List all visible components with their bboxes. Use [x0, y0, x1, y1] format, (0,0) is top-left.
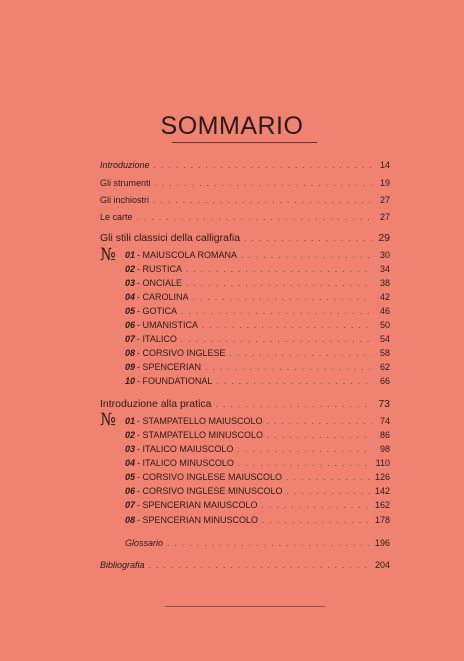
toc-number: 04: [125, 292, 136, 302]
toc-entry-style-05[interactable]: [125, 304, 390, 318]
toc-section-stili[interactable]: [100, 231, 390, 245]
toc-label: Glossario: [125, 538, 164, 548]
toc-page: 29: [378, 232, 390, 244]
dot-leader: [216, 398, 373, 412]
toc-label: - CORSIVO INGLESE MAIUSCOLO: [137, 472, 283, 482]
toc-label: - STAMPATELLO MINUSCOLO: [137, 430, 264, 440]
dot-leader: [153, 194, 372, 208]
dot-leader: [202, 319, 372, 333]
toc-number: 08: [125, 348, 136, 358]
dot-leader: [155, 177, 372, 191]
toc-entry-style-01[interactable]: [125, 248, 390, 262]
toc-label: Le carte: [100, 212, 133, 222]
toc-number: 06: [125, 320, 136, 330]
dot-leader: [237, 443, 372, 457]
dot-leader: [262, 514, 371, 528]
toc-number: 05: [125, 472, 136, 482]
toc-page: 196: [374, 538, 390, 548]
toc-label: - UMANISTICA: [137, 320, 199, 330]
toc-label: - MAIUSCOLA ROMANA: [137, 250, 238, 260]
dot-leader: [205, 361, 372, 375]
dot-leader: [186, 277, 372, 291]
toc-entry-practice-04[interactable]: [125, 456, 390, 470]
toc-entry-style-09[interactable]: [125, 360, 390, 374]
toc-page: 204: [374, 560, 390, 570]
dot-leader: [186, 263, 372, 277]
toc-entry-style-03[interactable]: [125, 276, 390, 290]
dot-leader: [241, 249, 372, 263]
toc-page: 162: [374, 500, 390, 510]
toc-label: Gli stili classici della calligrafia: [100, 232, 241, 244]
title-underline: [172, 142, 317, 143]
toc-number: 05: [125, 306, 136, 316]
toc-page: 38: [379, 278, 390, 288]
toc-label: Gli strumenti: [100, 178, 151, 188]
dot-leader: [286, 471, 371, 485]
toc-number: 03: [125, 444, 136, 454]
toc-page: 19: [379, 178, 390, 188]
toc-label: - ITALICO: [137, 334, 177, 344]
dot-leader: [262, 499, 371, 513]
toc-entry-introduzione[interactable]: [100, 158, 390, 172]
toc-entry-glossario[interactable]: [125, 536, 390, 550]
toc-entry-practice-08[interactable]: [125, 513, 390, 527]
page-title: SOMMARIO: [160, 112, 304, 140]
toc-entry-inchiostri[interactable]: [100, 193, 390, 207]
toc-entry-bibliografia[interactable]: [100, 558, 390, 572]
toc-number: 01: [125, 250, 136, 260]
dot-leader: [167, 537, 371, 551]
toc-number: 07: [125, 500, 136, 510]
toc-label: Gli inchiostri: [100, 195, 150, 205]
toc-page: 14: [379, 160, 390, 170]
toc-entry-strumenti[interactable]: [100, 176, 390, 190]
toc-entry-practice-05[interactable]: [125, 470, 390, 484]
toc-page: 27: [379, 195, 390, 205]
toc-label: - ITALICO MAIUSCOLO: [137, 444, 234, 454]
toc-number: 03: [125, 278, 136, 288]
toc-label: - RUSTICA: [137, 264, 183, 274]
numero-sign-icon: №: [100, 245, 117, 265]
toc-number: 07: [125, 334, 136, 344]
dot-leader: [149, 559, 371, 573]
toc-section-pratica[interactable]: [100, 397, 390, 411]
toc-label: - CAROLINA: [137, 292, 189, 302]
toc-entry-style-06[interactable]: [125, 318, 390, 332]
toc-number: 02: [125, 264, 136, 274]
dot-leader: [267, 415, 372, 429]
toc-entry-carte[interactable]: [100, 210, 390, 224]
toc-entry-practice-01[interactable]: [125, 414, 390, 428]
toc-label: - STAMPATELLO MAIUSCOLO: [137, 416, 263, 426]
dot-leader: [287, 485, 371, 499]
dot-leader: [216, 375, 372, 389]
toc-entry-practice-03[interactable]: [125, 442, 390, 456]
toc-label: - FOUNDATIONAL: [137, 376, 213, 386]
toc-entry-style-10[interactable]: [125, 374, 390, 388]
dot-leader: [154, 159, 372, 173]
toc-page: 62: [379, 362, 390, 372]
toc-number: 10: [125, 376, 136, 386]
toc-entry-style-04[interactable]: [125, 290, 390, 304]
toc-page: 74: [379, 416, 390, 426]
toc-page: 178: [374, 515, 390, 525]
toc-label: - GOTICA: [137, 306, 178, 316]
bottom-divider: [165, 606, 325, 607]
dot-leader: [267, 429, 372, 443]
dot-leader: [193, 291, 372, 305]
toc-entry-style-08[interactable]: [125, 346, 390, 360]
toc-number: 04: [125, 458, 136, 468]
dot-leader: [238, 457, 372, 471]
toc-label: - SPENCERIAN MINUSCOLO: [137, 515, 259, 525]
toc-page: 98: [379, 444, 390, 454]
toc-page: 66: [379, 376, 390, 386]
toc-number: 01: [125, 416, 136, 426]
toc-label: Introduzione alla pratica: [100, 398, 212, 410]
toc-entry-practice-06[interactable]: [125, 484, 390, 498]
toc-page: 27: [379, 212, 390, 222]
dot-leader: [137, 211, 372, 225]
toc-number: 09: [125, 362, 136, 372]
toc-label: - ONCIALE: [137, 278, 183, 288]
toc-entry-style-02[interactable]: [125, 262, 390, 276]
toc-page: 50: [379, 320, 390, 330]
dot-leader: [244, 232, 372, 246]
toc-number: 02: [125, 430, 136, 440]
dot-leader: [230, 347, 372, 361]
toc-label: Introduzione: [100, 160, 150, 170]
toc-page: 30: [379, 250, 390, 260]
toc-page: 34: [379, 264, 390, 274]
toc-label: - CORSIVO INGLESE: [137, 348, 226, 358]
toc-page: 73: [378, 398, 390, 410]
toc-label: Bibliografia: [100, 560, 145, 570]
toc-number: 08: [125, 515, 136, 525]
numero-sign-icon: №: [100, 410, 117, 430]
toc-entry-practice-02[interactable]: [125, 428, 390, 442]
dot-leader: [181, 305, 372, 319]
toc-page: 54: [379, 334, 390, 344]
toc-page: 58: [379, 348, 390, 358]
toc-page: 142: [374, 486, 390, 496]
toc-number: 06: [125, 486, 136, 496]
toc-label: - ITALICO MINUSCOLO: [137, 458, 234, 468]
toc-entry-style-07[interactable]: [125, 332, 390, 346]
toc-label: - SPENCERIAN: [137, 362, 202, 372]
toc-page: 86: [379, 430, 390, 440]
toc-page: 42: [379, 292, 390, 302]
toc-page: 110: [375, 458, 390, 468]
toc-page: 126: [374, 472, 390, 482]
toc-entry-practice-07[interactable]: [125, 498, 390, 512]
toc-label: - CORSIVO INGLESE MINUSCOLO: [137, 486, 283, 496]
dot-leader: [181, 333, 372, 347]
toc-page: 46: [379, 306, 390, 316]
toc-label: - SPENCERIAN MAIUSCOLO: [137, 500, 258, 510]
